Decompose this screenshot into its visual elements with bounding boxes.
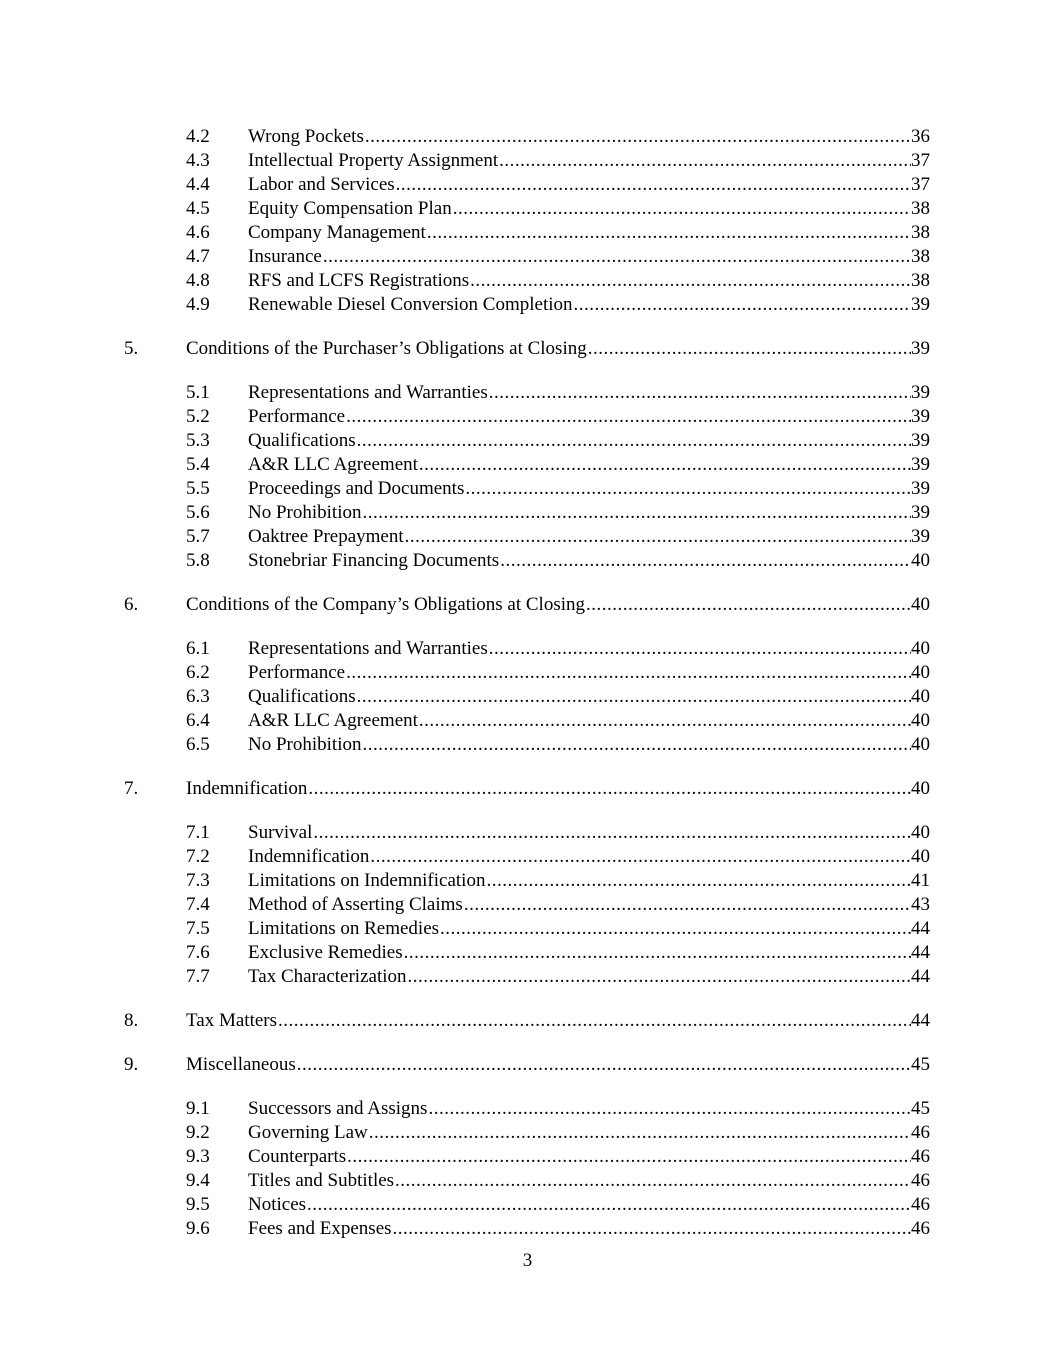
- toc-entry-title: Notices: [248, 1194, 307, 1215]
- toc-entry-title: No Prohibition: [248, 502, 362, 523]
- toc-subsection-entry[interactable]: [0, 637, 1055, 661]
- toc-entry-page: 44: [911, 942, 930, 963]
- toc-entry-line: [248, 661, 930, 685]
- toc-entry-line: [248, 173, 930, 197]
- toc-entry-page: 40: [911, 550, 930, 571]
- toc-entry-title: Wrong Pockets: [248, 126, 364, 147]
- toc-subsection-entry[interactable]: [0, 1193, 1055, 1217]
- toc-entry-page: 38: [911, 222, 930, 243]
- dot-leader: [357, 429, 911, 453]
- dot-leader: [362, 733, 911, 757]
- toc-entry-number: 4.6: [186, 222, 210, 243]
- toc-entry-number: 5.7: [186, 526, 210, 547]
- toc-entry-title: Oaktree Prepayment: [248, 526, 404, 547]
- toc-entry-number: 7.3: [186, 870, 210, 891]
- toc-entry-line: [248, 733, 930, 757]
- toc-entry-page: 40: [911, 822, 930, 843]
- toc-entry-title: Indemnification: [248, 846, 370, 867]
- toc-entry-title: Labor and Services: [248, 174, 395, 195]
- toc-entry-title: Performance: [248, 406, 346, 427]
- dot-leader: [427, 221, 911, 245]
- toc-entry-title: Successors and Assigns: [248, 1098, 428, 1119]
- toc-subsection-entry[interactable]: [0, 125, 1055, 149]
- toc-entry-number: 7.2: [186, 846, 210, 867]
- toc-entry-page: 45: [911, 1054, 930, 1075]
- toc-entry-number: 5.5: [186, 478, 210, 499]
- dot-leader: [428, 1097, 911, 1121]
- toc-subsection-entry[interactable]: [0, 429, 1055, 453]
- toc-entry-page: 44: [911, 966, 930, 987]
- toc-entry-title: Limitations on Indemnification: [248, 870, 486, 891]
- toc-entry-number: 5.8: [186, 550, 210, 571]
- toc-entry-page: 40: [911, 710, 930, 731]
- toc-entry-title: Intellectual Property Assignment: [248, 150, 499, 171]
- toc-entry-line: [248, 197, 930, 221]
- toc-subsection-entry[interactable]: [0, 733, 1055, 757]
- toc-section-entry[interactable]: [0, 337, 1055, 361]
- toc-entry-page: 46: [911, 1146, 930, 1167]
- toc-subsection-entry[interactable]: [0, 405, 1055, 429]
- toc-entry-line: [248, 477, 930, 501]
- dot-leader: [405, 525, 911, 549]
- toc-entry-line: [248, 685, 930, 709]
- toc-entry-line: [248, 269, 930, 293]
- toc-entry-number: 6.3: [186, 686, 210, 707]
- toc-entry-number: 9.3: [186, 1146, 210, 1167]
- page-number: 3: [522, 1250, 533, 1271]
- toc-entry-line: [248, 637, 930, 661]
- toc-entry-title: Governing Law: [248, 1122, 368, 1143]
- toc-entry-number: 4.2: [186, 126, 210, 147]
- toc-entry-number: 6.1: [186, 638, 210, 659]
- dot-leader: [419, 709, 911, 733]
- toc-subsection-entry[interactable]: [0, 1121, 1055, 1145]
- toc-entry-line: [248, 941, 930, 965]
- toc-entry-page: 46: [911, 1122, 930, 1143]
- toc-entry-page: 46: [911, 1194, 930, 1215]
- toc-entry-number: 9.4: [186, 1170, 210, 1191]
- toc-entry-page: 39: [911, 502, 930, 523]
- toc-subsection-entry[interactable]: [0, 549, 1055, 573]
- toc-entry-number: 5.6: [186, 502, 210, 523]
- toc-entry-number: 4.8: [186, 270, 210, 291]
- toc-subsection-entry[interactable]: [0, 525, 1055, 549]
- toc-entry-title: Method of Asserting Claims: [248, 894, 463, 915]
- dot-leader: [297, 1053, 911, 1077]
- toc-subsection-entry[interactable]: [0, 1145, 1055, 1169]
- toc-entry-line: [248, 245, 930, 269]
- toc-subsection-entry[interactable]: [0, 173, 1055, 197]
- toc-entry-number: 4.4: [186, 174, 210, 195]
- toc-entry-page: 39: [911, 526, 930, 547]
- toc-entry-page: 38: [911, 198, 930, 219]
- toc-entry-page: 43: [911, 894, 930, 915]
- toc-entry-title: A&R LLC Agreement: [248, 454, 418, 475]
- toc-entry-number: 5.2: [186, 406, 210, 427]
- toc-entry-line: [248, 405, 930, 429]
- toc-entry-title: Company Management: [248, 222, 426, 243]
- dot-leader: [465, 477, 911, 501]
- toc-subsection-entry[interactable]: [0, 917, 1055, 941]
- toc-entry-line: [248, 821, 930, 845]
- toc-entry-line: [248, 149, 930, 173]
- toc-entry-title: A&R LLC Agreement: [248, 710, 418, 731]
- toc-entry-title: Tax Matters: [186, 1010, 278, 1031]
- dot-leader: [499, 149, 911, 173]
- dot-leader: [362, 501, 911, 525]
- dot-leader: [278, 1009, 911, 1033]
- toc-entry-page: 46: [911, 1218, 930, 1239]
- dot-leader: [395, 1169, 911, 1193]
- toc-entry-number: 4.3: [186, 150, 210, 171]
- toc-entry-title: Conditions of the Company’s Obligations at Closing: [186, 594, 585, 615]
- toc-entry-page: 40: [911, 778, 930, 799]
- dot-leader: [346, 661, 911, 685]
- toc-entry-title: Exclusive Remedies: [248, 942, 403, 963]
- toc-entry-page: 40: [911, 846, 930, 867]
- toc-section-entry[interactable]: [0, 777, 1055, 801]
- toc-section-entry[interactable]: [0, 1009, 1055, 1033]
- toc-entry-page: 40: [911, 734, 930, 755]
- toc-entry-number: 6.2: [186, 662, 210, 683]
- toc-entry-title: Tax Characterization: [248, 966, 407, 987]
- toc-entry-number: 6.5: [186, 734, 210, 755]
- toc-entry-page: 40: [911, 638, 930, 659]
- dot-leader: [313, 821, 911, 845]
- toc-entry-title: Survival: [248, 822, 313, 843]
- toc-entry-title: No Prohibition: [248, 734, 362, 755]
- toc-entry-title: Qualifications: [248, 686, 356, 707]
- toc-entry-line: [248, 381, 930, 405]
- toc-entry-number: 7.4: [186, 894, 210, 915]
- toc-subsection-entry[interactable]: [0, 245, 1055, 269]
- dot-leader: [365, 125, 911, 149]
- toc-entry-page: 45: [911, 1098, 930, 1119]
- toc-entry-title: Proceedings and Documents: [248, 478, 465, 499]
- dot-leader: [588, 337, 911, 361]
- dot-leader: [396, 173, 911, 197]
- dot-leader: [346, 405, 911, 429]
- toc-entry-line: [186, 777, 930, 801]
- toc-entry-line: [248, 1121, 930, 1145]
- toc-entry-title: Representations and Warranties: [248, 638, 488, 659]
- toc-entry-line: [248, 709, 930, 733]
- toc-entry-number: 7.: [124, 778, 139, 799]
- dot-leader: [369, 1121, 911, 1145]
- toc-entry-line: [248, 453, 930, 477]
- toc-entry-number: 9.2: [186, 1122, 210, 1143]
- toc-entry-title: Insurance: [248, 246, 322, 267]
- toc-entry-title: Stonebriar Financing Documents: [248, 550, 500, 571]
- toc-entry-page: 40: [911, 686, 930, 707]
- dot-leader: [586, 593, 911, 617]
- dot-leader: [489, 381, 911, 405]
- toc-entry-page: 39: [911, 454, 930, 475]
- toc-entry-title: Indemnification: [186, 778, 308, 799]
- dot-leader: [453, 197, 911, 221]
- toc-subsection-entry[interactable]: [0, 941, 1055, 965]
- toc-entry-line: [186, 1009, 930, 1033]
- dot-leader: [419, 453, 911, 477]
- toc-section-entry[interactable]: [0, 1053, 1055, 1077]
- toc-entry-number: 5.3: [186, 430, 210, 451]
- toc-entry-number: 6.4: [186, 710, 210, 731]
- toc-entry-page: 39: [911, 430, 930, 451]
- toc-subsection-entry[interactable]: [0, 845, 1055, 869]
- dot-leader: [470, 269, 911, 293]
- toc-subsection-entry[interactable]: [0, 893, 1055, 917]
- toc-entry-number: 4.7: [186, 246, 210, 267]
- toc-entry-line: [248, 917, 930, 941]
- toc-entry-line: [248, 549, 930, 573]
- toc-entry-number: 5.4: [186, 454, 210, 475]
- toc-entry-title: Fees and Expenses: [248, 1218, 392, 1239]
- toc-entry-page: 39: [911, 382, 930, 403]
- toc-subsection-entry[interactable]: [0, 477, 1055, 501]
- dot-leader: [486, 869, 911, 893]
- toc-subsection-entry[interactable]: [0, 821, 1055, 845]
- toc-entry-page: 39: [911, 406, 930, 427]
- toc-entry-title: Renewable Diesel Conversion Completion: [248, 294, 573, 315]
- toc-entry-title: Equity Compensation Plan: [248, 198, 452, 219]
- toc-entry-number: 8.: [124, 1010, 139, 1031]
- toc-entry-number: 4.5: [186, 198, 210, 219]
- dot-leader: [370, 845, 911, 869]
- toc-entry-title: Limitations on Remedies: [248, 918, 440, 939]
- toc-entry-page: 37: [911, 150, 930, 171]
- toc-subsection-entry[interactable]: [0, 221, 1055, 245]
- toc-entry-line: [186, 1053, 930, 1077]
- toc-entry-number: 5.: [124, 338, 139, 359]
- dot-leader: [500, 549, 911, 573]
- toc-entry-page: 46: [911, 1170, 930, 1191]
- dot-leader: [408, 965, 911, 989]
- toc-entry-page: 39: [911, 294, 930, 315]
- dot-leader: [323, 245, 911, 269]
- toc-entry-title: Conditions of the Purchaser’s Obligations at Closing: [186, 338, 587, 359]
- toc-subsection-entry[interactable]: [0, 1217, 1055, 1241]
- toc-entry-line: [248, 221, 930, 245]
- toc-entry-title: Titles and Subtitles: [248, 1170, 395, 1191]
- toc-entry-number: 7.7: [186, 966, 210, 987]
- dot-leader: [404, 941, 911, 965]
- dot-leader: [574, 293, 911, 317]
- toc-entry-line: [248, 1193, 930, 1217]
- toc-entry-title: Miscellaneous: [186, 1054, 296, 1075]
- toc-entry-page: 40: [911, 662, 930, 683]
- toc-entry-title: RFS and LCFS Registrations: [248, 270, 470, 291]
- toc-subsection-entry[interactable]: [0, 661, 1055, 685]
- toc-entry-title: Performance: [248, 662, 346, 683]
- toc-entry-number: 7.6: [186, 942, 210, 963]
- toc-entry-line: [248, 501, 930, 525]
- toc-subsection-entry[interactable]: [0, 197, 1055, 221]
- toc-entry-line: [248, 1145, 930, 1169]
- toc-entry-number: 9.6: [186, 1218, 210, 1239]
- toc-entry-title: Counterparts: [248, 1146, 347, 1167]
- toc-subsection-entry[interactable]: [0, 709, 1055, 733]
- toc-entry-number: 4.9: [186, 294, 210, 315]
- toc-entry-title: Representations and Warranties: [248, 382, 488, 403]
- toc-entry-line: [248, 1217, 930, 1241]
- toc-subsection-entry[interactable]: [0, 149, 1055, 173]
- toc-entry-number: 9.5: [186, 1194, 210, 1215]
- dot-leader: [308, 777, 911, 801]
- toc-subsection-entry[interactable]: [0, 965, 1055, 989]
- toc-entry-page: 38: [911, 246, 930, 267]
- toc-subsection-entry[interactable]: [0, 1097, 1055, 1121]
- toc-entry-line: [248, 965, 930, 989]
- toc-subsection-entry[interactable]: [0, 293, 1055, 317]
- toc-entry-number: 7.5: [186, 918, 210, 939]
- toc-entry-line: [248, 429, 930, 453]
- toc-subsection-entry[interactable]: [0, 685, 1055, 709]
- toc-entry-line: [248, 1169, 930, 1193]
- toc-entry-title: Qualifications: [248, 430, 356, 451]
- toc-entry-page: 36: [911, 126, 930, 147]
- toc-entry-line: [186, 337, 930, 361]
- toc-entry-page: 37: [911, 174, 930, 195]
- toc-subsection-entry[interactable]: [0, 501, 1055, 525]
- toc-entry-page: 44: [911, 1010, 930, 1031]
- toc-entry-page: 41: [911, 870, 930, 891]
- toc-entry-page: 44: [911, 918, 930, 939]
- toc-entry-number: 5.1: [186, 382, 210, 403]
- toc-subsection-entry[interactable]: [0, 1169, 1055, 1193]
- dot-leader: [393, 1217, 911, 1241]
- toc-entry-number: 6.: [124, 594, 139, 615]
- dot-leader: [440, 917, 911, 941]
- toc-subsection-entry[interactable]: [0, 381, 1055, 405]
- toc-section-entry[interactable]: [0, 593, 1055, 617]
- dot-leader: [489, 637, 911, 661]
- toc-entry-line: [248, 525, 930, 549]
- toc-entry-number: 9.: [124, 1054, 139, 1075]
- dot-leader: [347, 1145, 911, 1169]
- toc-entry-number: 7.1: [186, 822, 210, 843]
- toc-entry-line: [186, 593, 930, 617]
- toc-subsection-entry[interactable]: [0, 269, 1055, 293]
- toc-entry-number: 9.1: [186, 1098, 210, 1119]
- dot-leader: [464, 893, 911, 917]
- toc-subsection-entry[interactable]: [0, 453, 1055, 477]
- dot-leader: [307, 1193, 911, 1217]
- toc-entry-line: [248, 293, 930, 317]
- toc-entry-line: [248, 869, 930, 893]
- toc-entry-line: [248, 893, 930, 917]
- toc-subsection-entry[interactable]: [0, 869, 1055, 893]
- toc-entry-page: 40: [911, 594, 930, 615]
- toc-entry-line: [248, 845, 930, 869]
- dot-leader: [357, 685, 911, 709]
- toc-entry-line: [248, 1097, 930, 1121]
- toc-entry-page: 39: [911, 478, 930, 499]
- toc-entry-page: 39: [911, 338, 930, 359]
- toc-entry-page: 38: [911, 270, 930, 291]
- toc-entry-line: [248, 125, 930, 149]
